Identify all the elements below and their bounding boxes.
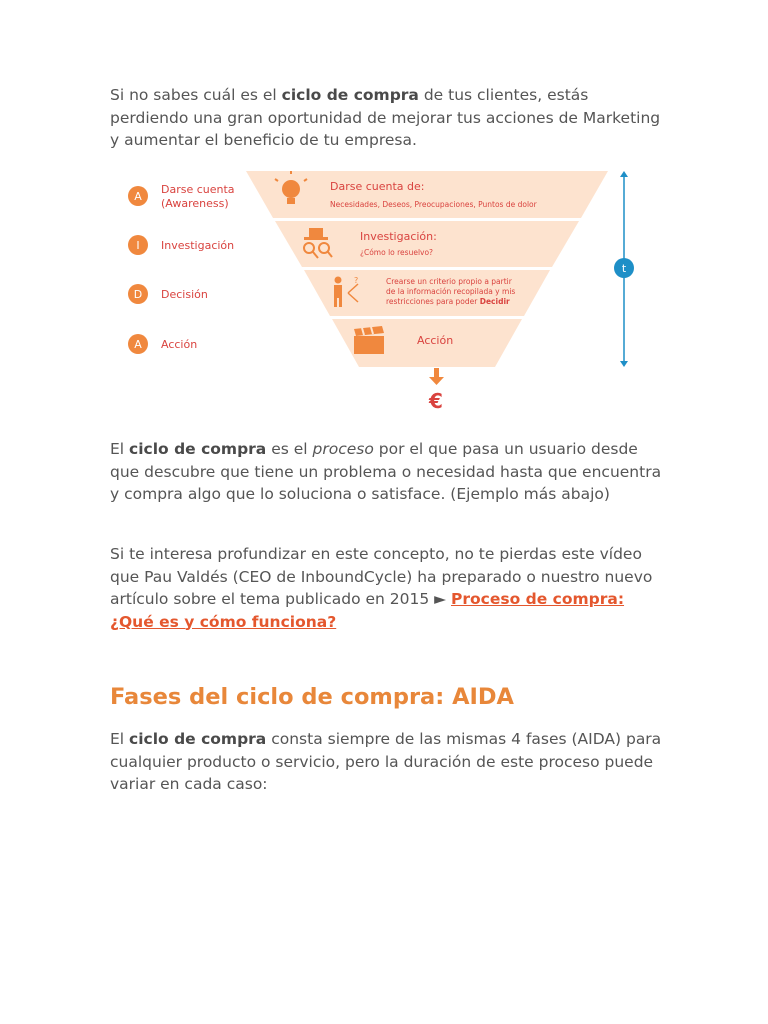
aida-paragraph <box>110 728 670 796</box>
aida-funnel-figure <box>118 162 648 417</box>
para2-part1: El <box>110 440 130 458</box>
phase-label: Investigación <box>161 239 235 252</box>
layer-2-title: Investigación: <box>360 230 437 243</box>
phase-letter: I <box>136 239 140 252</box>
para2-bold: ciclo de compra <box>129 440 267 458</box>
intro-text-before: Si no sabes cuál es el <box>110 86 282 104</box>
euro-icon: € <box>429 389 443 413</box>
time-label: t <box>621 262 627 275</box>
layer-2-text: ¿Cómo lo resuelvo? <box>360 248 434 257</box>
para2-part2: es el <box>266 440 313 458</box>
layer-4-title: Acción <box>417 334 454 347</box>
para4-bold: ciclo de compra <box>129 730 267 748</box>
section-heading: Fases del ciclo de compra: AIDA <box>110 684 514 710</box>
funnel-layer-1 <box>246 171 608 218</box>
phase-label: Acción <box>161 338 198 351</box>
phase-letter: A <box>134 190 142 203</box>
para2-part3: por el que pasa un usuario desde que descubre que tiene un problema o necesidad hasta que encuentra y compra algo que lo soluciona o satisface. (Ejemplo más abajo) <box>110 440 662 503</box>
intro-text-after: de tus clientes, estás perdiendo una gran oportunidad de mejorar tus acciones de Marketing y aumentar el beneficio de tu empresa. <box>110 86 661 149</box>
phase-awareness <box>128 183 235 210</box>
para4-part2: consta siempre de las mismas 4 fases (AIDA) para cualquier producto o servicio, pero la duración de este proceso puede variar en cada caso: <box>110 730 662 793</box>
para3-text: Si te interesa profundizar en este concepto, no te pierdas este vídeo que Pau Valdés (CEO de InboundCycle) ha preparado o nuestro nuevo artículo sobre el tema publicado en 2015 ► <box>110 545 653 608</box>
phase-label-sub: (Awareness) <box>161 197 229 210</box>
down-arrow-icon <box>429 368 444 385</box>
clapperboard-icon <box>354 326 384 354</box>
layer-3-text-2: de la información recopilada y mis <box>386 287 516 296</box>
intro-paragraph <box>110 84 670 152</box>
layer-3-text-3-before: restricciones para poder <box>386 297 480 306</box>
layer-3-text-3-bold: Decidir <box>479 297 510 306</box>
phase-investigacion <box>128 235 234 255</box>
phase-letter: D <box>133 288 143 301</box>
definition-paragraph <box>110 438 670 506</box>
intro-bold: ciclo de compra <box>281 86 419 104</box>
more-info-paragraph <box>110 543 670 633</box>
para2-italic: proceso <box>312 440 374 458</box>
article-link[interactable]: Proceso de compra: ¿Qué es y cómo funciona? <box>110 590 625 631</box>
phase-label: Darse cuenta <box>161 183 235 196</box>
phase-label: Decisión <box>161 288 208 301</box>
layer-3-text-3 <box>386 297 510 306</box>
svg-text:?: ? <box>354 276 359 285</box>
para4-part1: El <box>110 730 130 748</box>
layer-1-text: Necesidades, Deseos, Preocupaciones, Puntos de dolor <box>330 200 537 209</box>
phase-accion <box>128 334 197 354</box>
phase-letter: A <box>134 338 142 351</box>
phase-decision <box>128 284 208 304</box>
layer-1-title: Darse cuenta de: <box>330 180 425 193</box>
layer-3-text-1: Crearse un criterio propio a partir <box>386 277 512 286</box>
